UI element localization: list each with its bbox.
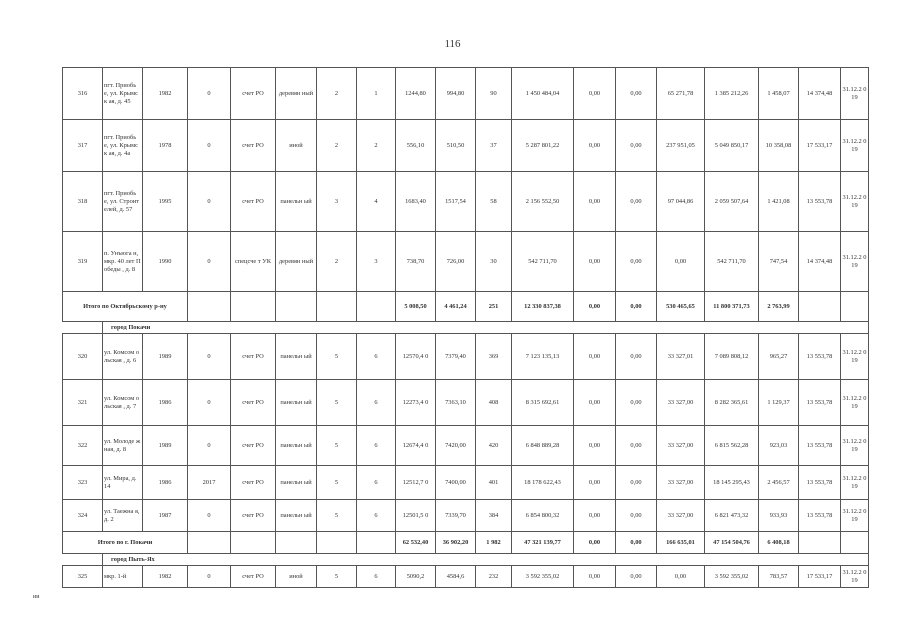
cell-c19: 31.12.2 019 xyxy=(841,566,869,588)
cell-c4: 0 xyxy=(188,566,231,588)
total-cell-c16: 11 800 371,73 xyxy=(705,292,759,322)
cell-c14: 0,00 xyxy=(616,426,657,466)
cell-c14: 0,00 xyxy=(616,172,657,232)
cell-c12: 6 854 800,32 xyxy=(512,500,574,532)
table-body xyxy=(63,68,869,588)
cell-c13: 0,00 xyxy=(574,500,616,532)
cell-year: 1987 xyxy=(143,500,188,532)
cell-c19: 31.12.2 019 xyxy=(841,380,869,426)
total-cell-c17: 2 763,99 xyxy=(759,292,799,322)
cell-c5: счет РО xyxy=(231,172,276,232)
cell-c8: 3 xyxy=(357,232,396,292)
cell-c10: 7379,40 xyxy=(436,334,476,380)
cell-c4: 0 xyxy=(188,172,231,232)
cell-c18: 17 533,17 xyxy=(799,120,841,172)
section-row xyxy=(63,322,869,334)
cell-c17: 10 358,08 xyxy=(759,120,799,172)
empty-cell xyxy=(357,532,396,554)
cell-c9: 1244,80 xyxy=(396,68,436,120)
cell-c11: 420 xyxy=(476,426,512,466)
cell-c12: 8 315 692,61 xyxy=(512,380,574,426)
cell-c16: 7 089 808,12 xyxy=(705,334,759,380)
empty-cell xyxy=(276,532,317,554)
cell-c18: 13 553,78 xyxy=(799,426,841,466)
cell-c4: 0 xyxy=(188,426,231,466)
cell-c11: 37 xyxy=(476,120,512,172)
cell-c4: 0 xyxy=(188,334,231,380)
cell-c16: 5 049 850,17 xyxy=(705,120,759,172)
cell-c8: 4 xyxy=(357,172,396,232)
table-row xyxy=(63,500,869,532)
table-row xyxy=(63,120,869,172)
cell-year: 1982 xyxy=(143,566,188,588)
cell-c4: 0 xyxy=(188,380,231,426)
cell-c12: 2 156 552,50 xyxy=(512,172,574,232)
cell-c10: 994,80 xyxy=(436,68,476,120)
cell-c16: 6 815 562,28 xyxy=(705,426,759,466)
cell-c13: 0,00 xyxy=(574,334,616,380)
address-cell: п. Унъюга н, мкр. 40 лет Победы , д. 8 xyxy=(103,232,143,292)
cell-c6: панельн ый xyxy=(276,466,317,500)
cell-c6: иной xyxy=(276,120,317,172)
cell-c15: 237 951,05 xyxy=(657,120,705,172)
cell-c14: 0,00 xyxy=(616,466,657,500)
cell-c16: 3 592 355,02 xyxy=(705,566,759,588)
cell-c12: 7 123 135,13 xyxy=(512,334,574,380)
cell-c18: 13 553,78 xyxy=(799,172,841,232)
cell-year: 1986 xyxy=(143,380,188,426)
cell-c5: счет РО xyxy=(231,466,276,500)
row-number-cell: 321 xyxy=(63,380,103,426)
cell-c12: 542 711,70 xyxy=(512,232,574,292)
cell-c6: панельн ый xyxy=(276,380,317,426)
total-cell-c10: 4 461,24 xyxy=(436,292,476,322)
cell-c5: счет РО xyxy=(231,426,276,466)
cell-c7: 5 xyxy=(317,566,357,588)
cell-c14: 0,00 xyxy=(616,68,657,120)
address-cell: пгт. Приобь е, ул. Крымск ая, д. 4а xyxy=(103,120,143,172)
cell-c15: 33 327,00 xyxy=(657,426,705,466)
cell-c13: 0,00 xyxy=(574,426,616,466)
cell-c19: 31.12.2 019 xyxy=(841,68,869,120)
cell-c12: 1 450 484,04 xyxy=(512,68,574,120)
total-cell-c9: 5 008,50 xyxy=(396,292,436,322)
total-cell-c16: 47 154 504,76 xyxy=(705,532,759,554)
cell-c8: 6 xyxy=(357,566,396,588)
cell-c9: 738,70 xyxy=(396,232,436,292)
cell-c16: 542 711,70 xyxy=(705,232,759,292)
cell-c6: деревян ный xyxy=(276,68,317,120)
cell-c12: 5 287 801,22 xyxy=(512,120,574,172)
total-cell-c11: 251 xyxy=(476,292,512,322)
cell-c4: 0 xyxy=(188,120,231,172)
cell-c10: 4584,6 xyxy=(436,566,476,588)
empty-cell xyxy=(231,532,276,554)
cell-c8: 6 xyxy=(357,334,396,380)
cell-c11: 408 xyxy=(476,380,512,426)
cell-c6: панельн ый xyxy=(276,500,317,532)
cell-c10: 7339,70 xyxy=(436,500,476,532)
address-cell: мкр. 1-й xyxy=(103,566,143,588)
cell-c18: 13 553,78 xyxy=(799,380,841,426)
cell-c18: 14 374,48 xyxy=(799,68,841,120)
total-cell-c11: 1 982 xyxy=(476,532,512,554)
cell-c17: 965,27 xyxy=(759,334,799,380)
cell-c14: 0,00 xyxy=(616,500,657,532)
page-number: 116 xyxy=(444,38,461,50)
empty-cell xyxy=(799,292,841,322)
total-cell-c12: 47 321 139,77 xyxy=(512,532,574,554)
empty-cell xyxy=(317,292,357,322)
cell-c5: спецсче т УК xyxy=(231,232,276,292)
cell-c8: 6 xyxy=(357,466,396,500)
cell-c17: 1 458,07 xyxy=(759,68,799,120)
total-cell-c14: 0,00 xyxy=(616,292,657,322)
cell-c5: счет РО xyxy=(231,500,276,532)
row-number-cell: 318 xyxy=(63,172,103,232)
table-row xyxy=(63,566,869,588)
total-cell-c17: 6 408,18 xyxy=(759,532,799,554)
cell-c15: 33 327,01 xyxy=(657,334,705,380)
cell-c11: 401 xyxy=(476,466,512,500)
cell-c9: 12512,7 0 xyxy=(396,466,436,500)
cell-c14: 0,00 xyxy=(616,380,657,426)
row-number-cell: 322 xyxy=(63,426,103,466)
cell-c13: 0,00 xyxy=(574,120,616,172)
cell-c19: 31.12.2 019 xyxy=(841,334,869,380)
address-cell: пгт. Приобь е, ул. Строит елей, д. 57 xyxy=(103,172,143,232)
row-number-cell: 319 xyxy=(63,232,103,292)
cell-year: 1995 xyxy=(143,172,188,232)
cell-c14: 0,00 xyxy=(616,232,657,292)
cell-c4: 2017 xyxy=(188,466,231,500)
address-cell: ул. Молоде жная, д. 8 xyxy=(103,426,143,466)
cell-c13: 0,00 xyxy=(574,380,616,426)
row-number-cell: 316 xyxy=(63,68,103,120)
table-row xyxy=(63,68,869,120)
cell-c12: 3 592 355,02 xyxy=(512,566,574,588)
cell-c6: иной xyxy=(276,566,317,588)
cell-c13: 0,00 xyxy=(574,232,616,292)
cell-c8: 6 xyxy=(357,380,396,426)
cell-c16: 8 282 365,61 xyxy=(705,380,759,426)
empty-cell xyxy=(317,532,357,554)
cell-year: 1989 xyxy=(143,426,188,466)
total-cell-c12: 12 330 837,38 xyxy=(512,292,574,322)
row-number-cell: 317 xyxy=(63,120,103,172)
cell-c15: 0,00 xyxy=(657,566,705,588)
cell-c5: счет РО xyxy=(231,334,276,380)
cell-c17: 923,03 xyxy=(759,426,799,466)
cell-c9: 12501,5 0 xyxy=(396,500,436,532)
cell-c19: 31.12.2 019 xyxy=(841,466,869,500)
total-cell-c14: 0,00 xyxy=(616,532,657,554)
cell-year: 1990 xyxy=(143,232,188,292)
housing-register-table xyxy=(62,67,869,588)
total-cell-c15: 530 465,65 xyxy=(657,292,705,322)
cell-c10: 726,00 xyxy=(436,232,476,292)
empty-cell xyxy=(841,532,869,554)
row-number-cell: 325 xyxy=(63,566,103,588)
cell-c7: 5 xyxy=(317,426,357,466)
cell-c6: деревян ный xyxy=(276,232,317,292)
footer-mark: ии xyxy=(33,594,40,600)
cell-c15: 33 327,00 xyxy=(657,466,705,500)
empty-cell xyxy=(63,554,103,566)
cell-c18: 17 533,17 xyxy=(799,566,841,588)
cell-c12: 6 848 889,28 xyxy=(512,426,574,466)
address-cell: ул. Таежна я, д. 2 xyxy=(103,500,143,532)
cell-c5: счет РО xyxy=(231,380,276,426)
cell-c18: 13 553,78 xyxy=(799,466,841,500)
table-row xyxy=(63,334,869,380)
cell-year: 1978 xyxy=(143,120,188,172)
cell-c10: 7363,10 xyxy=(436,380,476,426)
cell-year: 1989 xyxy=(143,334,188,380)
cell-c16: 18 145 295,43 xyxy=(705,466,759,500)
total-label-cell: Итого по Октябрьскому р-ну xyxy=(63,292,188,322)
cell-c5: счет РО xyxy=(231,120,276,172)
cell-c9: 12674,4 0 xyxy=(396,426,436,466)
row-number-cell: 323 xyxy=(63,466,103,500)
cell-c8: 6 xyxy=(357,500,396,532)
empty-cell xyxy=(188,532,231,554)
cell-c15: 65 271,78 xyxy=(657,68,705,120)
cell-c14: 0,00 xyxy=(616,334,657,380)
cell-c9: 12273,4 0 xyxy=(396,380,436,426)
total-cell-c13: 0,00 xyxy=(574,532,616,554)
cell-c8: 6 xyxy=(357,426,396,466)
cell-c17: 783,57 xyxy=(759,566,799,588)
cell-c7: 3 xyxy=(317,172,357,232)
empty-cell xyxy=(188,292,231,322)
cell-c9: 556,10 xyxy=(396,120,436,172)
cell-c11: 30 xyxy=(476,232,512,292)
cell-c15: 97 044,86 xyxy=(657,172,705,232)
cell-c15: 33 327,00 xyxy=(657,380,705,426)
address-cell: пгт. Приобь е, ул. Крымск ая, д. 45 xyxy=(103,68,143,120)
cell-c11: 232 xyxy=(476,566,512,588)
section-row xyxy=(63,554,869,566)
total-label-cell: Итого по г. Покачи xyxy=(63,532,188,554)
cell-year: 1982 xyxy=(143,68,188,120)
cell-c13: 0,00 xyxy=(574,466,616,500)
cell-c7: 2 xyxy=(317,232,357,292)
empty-cell xyxy=(231,292,276,322)
cell-c19: 31.12.2 019 xyxy=(841,120,869,172)
cell-c19: 31.12.2 019 xyxy=(841,232,869,292)
table-row xyxy=(63,172,869,232)
cell-c17: 1 421,08 xyxy=(759,172,799,232)
cell-c11: 90 xyxy=(476,68,512,120)
cell-c9: 5090,2 xyxy=(396,566,436,588)
cell-c19: 31.12.2 019 xyxy=(841,172,869,232)
cell-c18: 13 553,78 xyxy=(799,334,841,380)
cell-c6: панельн ый xyxy=(276,426,317,466)
total-cell-c13: 0,00 xyxy=(574,292,616,322)
cell-c10: 1517,54 xyxy=(436,172,476,232)
cell-c11: 384 xyxy=(476,500,512,532)
cell-c4: 0 xyxy=(188,68,231,120)
cell-c15: 33 327,00 xyxy=(657,500,705,532)
cell-c10: 7400,00 xyxy=(436,466,476,500)
cell-c7: 5 xyxy=(317,500,357,532)
cell-c11: 58 xyxy=(476,172,512,232)
cell-c8: 2 xyxy=(357,120,396,172)
cell-c9: 1683,40 xyxy=(396,172,436,232)
cell-c16: 1 385 212,26 xyxy=(705,68,759,120)
cell-c19: 31.12.2 019 xyxy=(841,500,869,532)
cell-c15: 0,00 xyxy=(657,232,705,292)
address-cell: ул. Комсом ольская , д. 6 xyxy=(103,334,143,380)
cell-c17: 933,93 xyxy=(759,500,799,532)
empty-cell xyxy=(276,292,317,322)
empty-cell xyxy=(357,292,396,322)
cell-c18: 14 374,48 xyxy=(799,232,841,292)
section-label-cell: город Пыть-Ях xyxy=(103,554,869,566)
cell-c14: 0,00 xyxy=(616,120,657,172)
total-cell-c9: 62 532,40 xyxy=(396,532,436,554)
total-row xyxy=(63,532,869,554)
cell-c5: счет РО xyxy=(231,68,276,120)
cell-c19: 31.12.2 019 xyxy=(841,426,869,466)
cell-c18: 13 553,78 xyxy=(799,500,841,532)
cell-c8: 1 xyxy=(357,68,396,120)
total-row xyxy=(63,292,869,322)
table-row xyxy=(63,426,869,466)
table-row xyxy=(63,232,869,292)
address-cell: ул. Комсом ольская , д. 7 xyxy=(103,380,143,426)
total-cell-c15: 166 635,01 xyxy=(657,532,705,554)
cell-c16: 2 059 507,64 xyxy=(705,172,759,232)
cell-c4: 0 xyxy=(188,500,231,532)
cell-c7: 5 xyxy=(317,466,357,500)
row-number-cell: 320 xyxy=(63,334,103,380)
cell-c13: 0,00 xyxy=(574,68,616,120)
cell-c10: 510,50 xyxy=(436,120,476,172)
cell-c13: 0,00 xyxy=(574,566,616,588)
empty-cell xyxy=(841,292,869,322)
cell-c17: 747,54 xyxy=(759,232,799,292)
cell-c13: 0,00 xyxy=(574,172,616,232)
cell-c7: 2 xyxy=(317,120,357,172)
cell-c17: 2 456,57 xyxy=(759,466,799,500)
cell-c5: счет РО xyxy=(231,566,276,588)
total-cell-c10: 36 902,20 xyxy=(436,532,476,554)
cell-c6: панельн ый xyxy=(276,334,317,380)
row-number-cell: 324 xyxy=(63,500,103,532)
cell-c7: 5 xyxy=(317,334,357,380)
cell-c6: панельн ый xyxy=(276,172,317,232)
cell-c12: 18 178 622,43 xyxy=(512,466,574,500)
table-row xyxy=(63,466,869,500)
empty-cell xyxy=(63,322,103,334)
cell-year: 1986 xyxy=(143,466,188,500)
cell-c14: 0,00 xyxy=(616,566,657,588)
cell-c9: 12570,4 0 xyxy=(396,334,436,380)
cell-c4: 0 xyxy=(188,232,231,292)
cell-c16: 6 821 473,32 xyxy=(705,500,759,532)
cell-c7: 5 xyxy=(317,380,357,426)
cell-c7: 2 xyxy=(317,68,357,120)
cell-c10: 7420,00 xyxy=(436,426,476,466)
cell-c11: 369 xyxy=(476,334,512,380)
address-cell: ул. Мира, д. 14 xyxy=(103,466,143,500)
empty-cell xyxy=(799,532,841,554)
cell-c17: 1 129,37 xyxy=(759,380,799,426)
table-row xyxy=(63,380,869,426)
section-label-cell: город Покачи xyxy=(103,322,869,334)
